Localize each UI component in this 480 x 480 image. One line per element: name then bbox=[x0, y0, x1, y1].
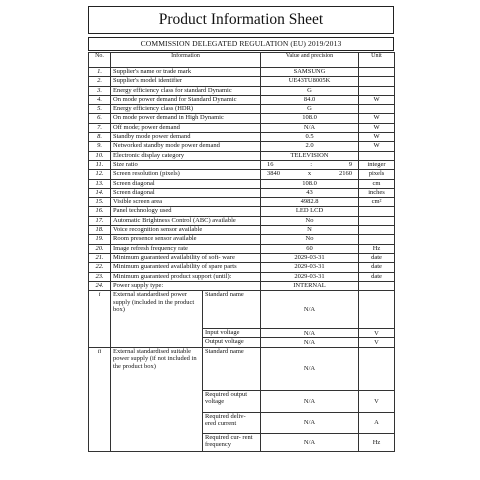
table-row bbox=[89, 151, 395, 160]
row-information: Energy efficiency class for standard Dynamic bbox=[111, 86, 261, 95]
row-number: 16. bbox=[89, 207, 111, 216]
table-row bbox=[89, 142, 395, 151]
row-number: 24. bbox=[89, 281, 111, 290]
table-row bbox=[89, 216, 395, 225]
row-number: 15. bbox=[89, 198, 111, 207]
row-unit: W bbox=[359, 142, 395, 151]
psu-row bbox=[89, 291, 395, 329]
psu-row-value: N/A bbox=[261, 291, 359, 329]
row-unit: date bbox=[359, 253, 395, 262]
table-row bbox=[89, 170, 395, 179]
row-value-part: : bbox=[310, 160, 313, 168]
table-row bbox=[89, 207, 395, 216]
row-number: 8. bbox=[89, 133, 111, 142]
row-number: 14. bbox=[89, 188, 111, 197]
psu-row-unit: Hz bbox=[359, 433, 395, 451]
row-value: 2029-03-31 bbox=[261, 272, 359, 281]
table-row bbox=[89, 114, 395, 123]
row-information: Voice recognition sensor available bbox=[111, 226, 261, 235]
psu-row-name: Required deliv- ered current bbox=[203, 412, 261, 433]
header-no: No. bbox=[89, 53, 111, 68]
psu-section-label: External standardised suitable power supply (if not included in the product box) bbox=[111, 347, 203, 451]
table-row bbox=[89, 95, 395, 104]
row-unit bbox=[359, 235, 395, 244]
row-unit bbox=[359, 151, 395, 160]
row-information: On mode power demand in High Dynamic bbox=[111, 114, 261, 123]
row-value: SAMSUNG bbox=[261, 68, 359, 77]
psu-row bbox=[89, 347, 395, 390]
row-number: 3. bbox=[89, 86, 111, 95]
row-value-part: 16 bbox=[267, 160, 274, 168]
psu-row-value: N/A bbox=[261, 338, 359, 347]
row-number: 7. bbox=[89, 123, 111, 132]
table-row bbox=[89, 253, 395, 262]
row-value-part: 9 bbox=[348, 160, 353, 168]
row-number: 20. bbox=[89, 244, 111, 253]
psu-section-label: External standardised power supply (included in the product box) bbox=[111, 291, 203, 348]
row-unit: date bbox=[359, 272, 395, 281]
row-number: 22. bbox=[89, 263, 111, 272]
row-information: Supplier's model identifier bbox=[111, 77, 261, 86]
psu-section-number: i bbox=[89, 291, 111, 348]
row-value: G bbox=[261, 105, 359, 114]
row-number: 4. bbox=[89, 95, 111, 104]
row-unit: pixels bbox=[359, 170, 395, 179]
psu-row-unit: V bbox=[359, 329, 395, 338]
row-information: On mode power demand for Standard Dynamic bbox=[111, 95, 261, 104]
row-value: UE43TU8005K bbox=[261, 77, 359, 86]
row-value-part: 2160 bbox=[339, 170, 353, 178]
row-number: 2. bbox=[89, 77, 111, 86]
row-value: INTERNAL bbox=[261, 281, 359, 290]
psu-row-name: Standard name bbox=[203, 291, 261, 329]
table-row bbox=[89, 244, 395, 253]
row-information: Minimum guaranteed product support (until): bbox=[111, 272, 261, 281]
row-value: No bbox=[261, 235, 359, 244]
psu-section-number: ii bbox=[89, 347, 111, 451]
table-row bbox=[89, 198, 395, 207]
row-value-pair bbox=[261, 160, 359, 169]
row-information: Supplier's name or trade mark bbox=[111, 68, 261, 77]
row-information: Off mode; power demand bbox=[111, 123, 261, 132]
row-unit: W bbox=[359, 123, 395, 132]
table-row bbox=[89, 105, 395, 114]
psu-row-name: Output voltage bbox=[203, 338, 261, 347]
table-row bbox=[89, 179, 395, 188]
header-unit: Unit bbox=[359, 53, 395, 68]
psu-row-unit: A bbox=[359, 412, 395, 433]
psu-row-name: Required cur- rent frequency bbox=[203, 433, 261, 451]
row-information: Screen diagonal bbox=[111, 179, 261, 188]
row-value: 84.0 bbox=[261, 95, 359, 104]
row-unit: W bbox=[359, 133, 395, 142]
header-information: Information bbox=[111, 53, 261, 68]
row-value-part: x bbox=[307, 170, 312, 178]
row-information: Size ratio bbox=[111, 160, 261, 169]
row-unit bbox=[359, 77, 395, 86]
row-unit: cm bbox=[359, 179, 395, 188]
header-value: Value and precision bbox=[261, 53, 359, 68]
row-information: Automatic Brightness Control (ABC) available bbox=[111, 216, 261, 225]
row-information: Standby mode power demand bbox=[111, 133, 261, 142]
table-row bbox=[89, 160, 395, 169]
psu-row-value: N/A bbox=[261, 390, 359, 412]
row-unit bbox=[359, 105, 395, 114]
table-row bbox=[89, 281, 395, 290]
row-unit bbox=[359, 207, 395, 216]
table-row bbox=[89, 77, 395, 86]
regulation-heading: COMMISSION DELEGATED REGULATION (EU) 2019/2013 bbox=[88, 37, 394, 51]
row-value-part: 3840 bbox=[267, 170, 281, 178]
row-unit bbox=[359, 281, 395, 290]
row-unit: cm² bbox=[359, 198, 395, 207]
row-value: 0.5 bbox=[261, 133, 359, 142]
table-row bbox=[89, 86, 395, 95]
row-unit: date bbox=[359, 263, 395, 272]
row-value-pair bbox=[261, 170, 359, 179]
row-information: Panel technology used bbox=[111, 207, 261, 216]
table-row bbox=[89, 133, 395, 142]
row-information: Energy efficiency class (HDR) bbox=[111, 105, 261, 114]
row-value: 43 bbox=[261, 188, 359, 197]
row-unit bbox=[359, 68, 395, 77]
row-information: Image refresh frequency rate bbox=[111, 244, 261, 253]
row-number: 23. bbox=[89, 272, 111, 281]
row-value: TELEVISION bbox=[261, 151, 359, 160]
row-value: 4982.8 bbox=[261, 198, 359, 207]
psu-row-name: Required output voltage bbox=[203, 390, 261, 412]
row-number: 9. bbox=[89, 142, 111, 151]
row-number: 19. bbox=[89, 235, 111, 244]
row-value: G bbox=[261, 86, 359, 95]
row-number: 18. bbox=[89, 226, 111, 235]
psu-row-unit bbox=[359, 291, 395, 329]
row-information: Electronic display category bbox=[111, 151, 261, 160]
table-header-row bbox=[89, 53, 395, 68]
row-value: LED LCD bbox=[261, 207, 359, 216]
row-information: Networked standby mode power demand bbox=[111, 142, 261, 151]
table-row bbox=[89, 235, 395, 244]
row-unit: integer bbox=[359, 160, 395, 169]
psu-row-value: N/A bbox=[261, 412, 359, 433]
sheet-title: Product Information Sheet bbox=[88, 6, 394, 34]
row-number: 11. bbox=[89, 160, 111, 169]
row-information: Power supply type: bbox=[111, 281, 261, 290]
row-unit: W bbox=[359, 95, 395, 104]
row-value: N bbox=[261, 226, 359, 235]
table-row bbox=[89, 272, 395, 281]
row-value: 2029-03-31 bbox=[261, 263, 359, 272]
psu-row-name: Standard name bbox=[203, 347, 261, 390]
row-information: Minimum guaranteed availability of spare parts bbox=[111, 263, 261, 272]
row-number: 21. bbox=[89, 253, 111, 262]
table-row bbox=[89, 123, 395, 132]
row-number: 5. bbox=[89, 105, 111, 114]
psu-row-unit: V bbox=[359, 338, 395, 347]
row-unit: W bbox=[359, 114, 395, 123]
information-table bbox=[88, 52, 395, 452]
table-row bbox=[89, 188, 395, 197]
row-value: 108.0 bbox=[261, 179, 359, 188]
row-number: 6. bbox=[89, 114, 111, 123]
psu-row-unit bbox=[359, 347, 395, 390]
psu-row-value: N/A bbox=[261, 329, 359, 338]
row-unit: inches bbox=[359, 188, 395, 197]
row-unit bbox=[359, 216, 395, 225]
row-information: Screen resolution (pixels) bbox=[111, 170, 261, 179]
row-number: 12. bbox=[89, 170, 111, 179]
row-number: 17. bbox=[89, 216, 111, 225]
row-unit: Hz bbox=[359, 244, 395, 253]
row-value: N/A bbox=[261, 123, 359, 132]
row-value: 108.0 bbox=[261, 114, 359, 123]
information-table-body bbox=[89, 53, 395, 452]
table-row bbox=[89, 226, 395, 235]
row-value: 60 bbox=[261, 244, 359, 253]
row-number: 1. bbox=[89, 68, 111, 77]
row-number: 13. bbox=[89, 179, 111, 188]
row-unit bbox=[359, 226, 395, 235]
row-value: 2.0 bbox=[261, 142, 359, 151]
psu-row-unit: V bbox=[359, 390, 395, 412]
product-information-sheet bbox=[88, 6, 394, 452]
psu-row-value: N/A bbox=[261, 347, 359, 390]
row-information: Room presence sensor available bbox=[111, 235, 261, 244]
row-information: Screen diagonal bbox=[111, 188, 261, 197]
row-value: 2029-03-31 bbox=[261, 253, 359, 262]
table-row bbox=[89, 263, 395, 272]
table-row bbox=[89, 68, 395, 77]
psu-row-name: Input voltage bbox=[203, 329, 261, 338]
row-information: Minimum guaranteed availability of soft- ware bbox=[111, 253, 261, 262]
psu-row-value: N/A bbox=[261, 433, 359, 451]
row-value: No bbox=[261, 216, 359, 225]
row-unit bbox=[359, 86, 395, 95]
row-information: Visible screen area bbox=[111, 198, 261, 207]
row-number: 10. bbox=[89, 151, 111, 160]
